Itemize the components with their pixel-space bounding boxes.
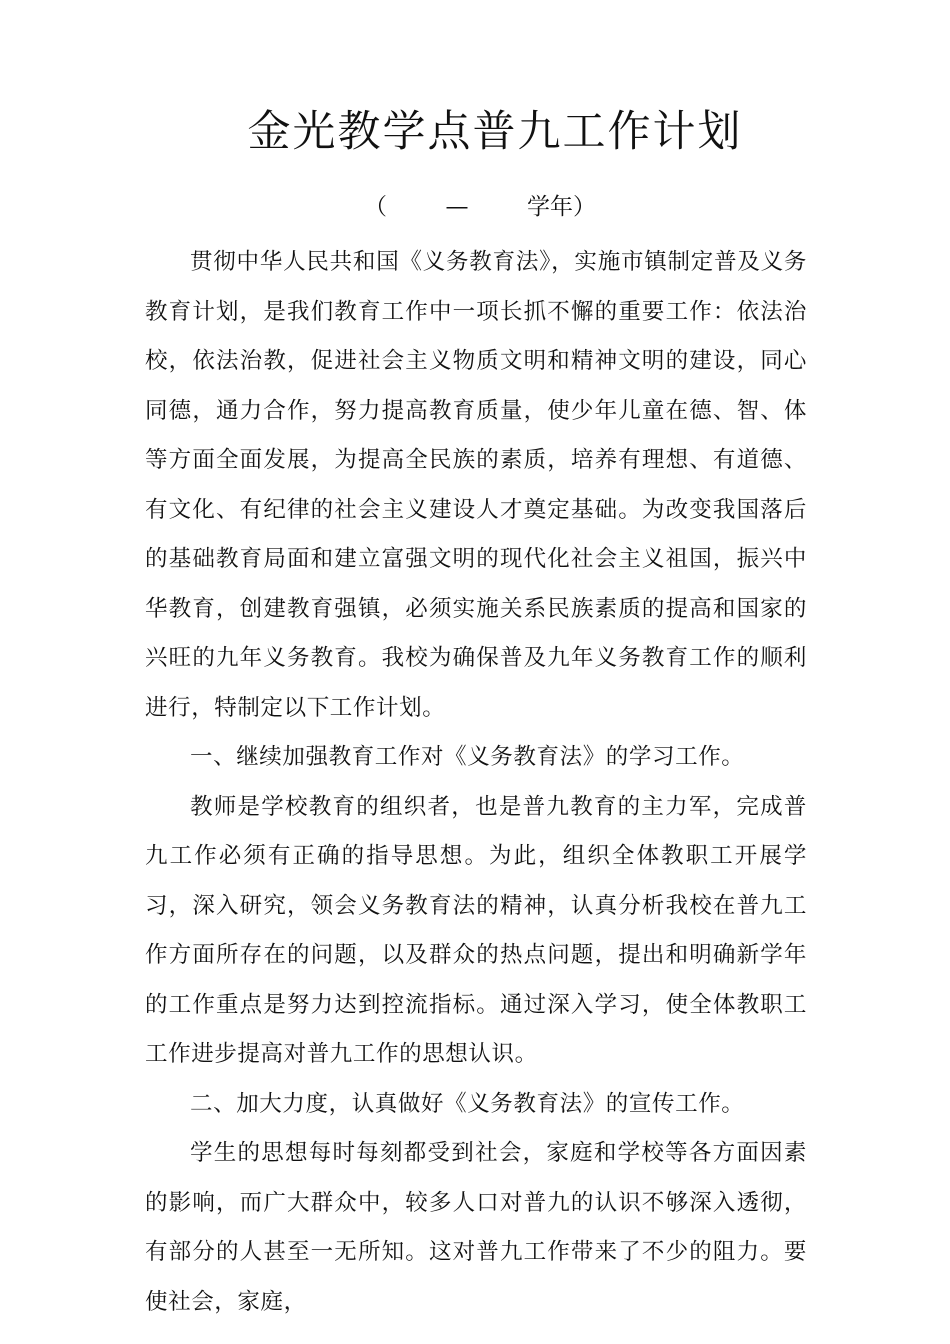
paragraph-section-2: 学生的思想每时每刻都受到社会，家庭和学校等各方面因素的影响，而广大群众中，较多人口对普九的认识不够深入透彻，有部分的人甚至一无所知。这对普九工作带来了不少的阻力。要使社会，家庭， xyxy=(145,1140,807,1315)
section-heading-2: 二、加大力度，认真做好《义务教育法》的宣传工作。 xyxy=(190,1090,745,1117)
document-title: 金光教学点普九工作计划 xyxy=(247,107,743,157)
document-subtitle: （ — 学年） xyxy=(364,194,596,220)
document-body xyxy=(145,238,807,1327)
paragraph-section-1: 教师是学校教育的组织者，也是普九教育的主力军，完成普九工作必须有正确的指导思想。为此，组织全体教职工开展学习，深入研究，领会义务教育法的精神，认真分析我校在普九工作方面所存在的问题，以及群众的热点问题，提出和明确新学年的工作重点是努力达到控流指标。通过深入学习，使全体教职工工作进步提高对普九工作的思想认识。 xyxy=(145,793,807,1067)
section-heading-1: 一、继续加强教育工作对《义务教育法》的学习工作。 xyxy=(190,744,745,770)
paragraph-intro: 贯彻中华人民共和国《义务教育法》，实施市镇制定普及义务教育计划，是我们教育工作中一项长抓不懈的重要工作：依法治校，依法治教，促进社会主义物质文明和精神文明的建设，同心同德，通力合作，努力提高教育质量，使少年儿童在德、智、体等方面全面发展，为提高全民族的素质，培养有理想、有道德、有文化、有纪律的社会主义建设人才奠定基础。为改变我国落后的基础教育局面和建立富强文明的现代化社会主义祖国，振兴中华教育，创建教育强镇，必须实施关系民族素质的提高和国家的兴旺的九年义务教育。我校为确保普及九年义务教育工作的顺利进行，特制定以下工作计划。 xyxy=(145,249,807,721)
